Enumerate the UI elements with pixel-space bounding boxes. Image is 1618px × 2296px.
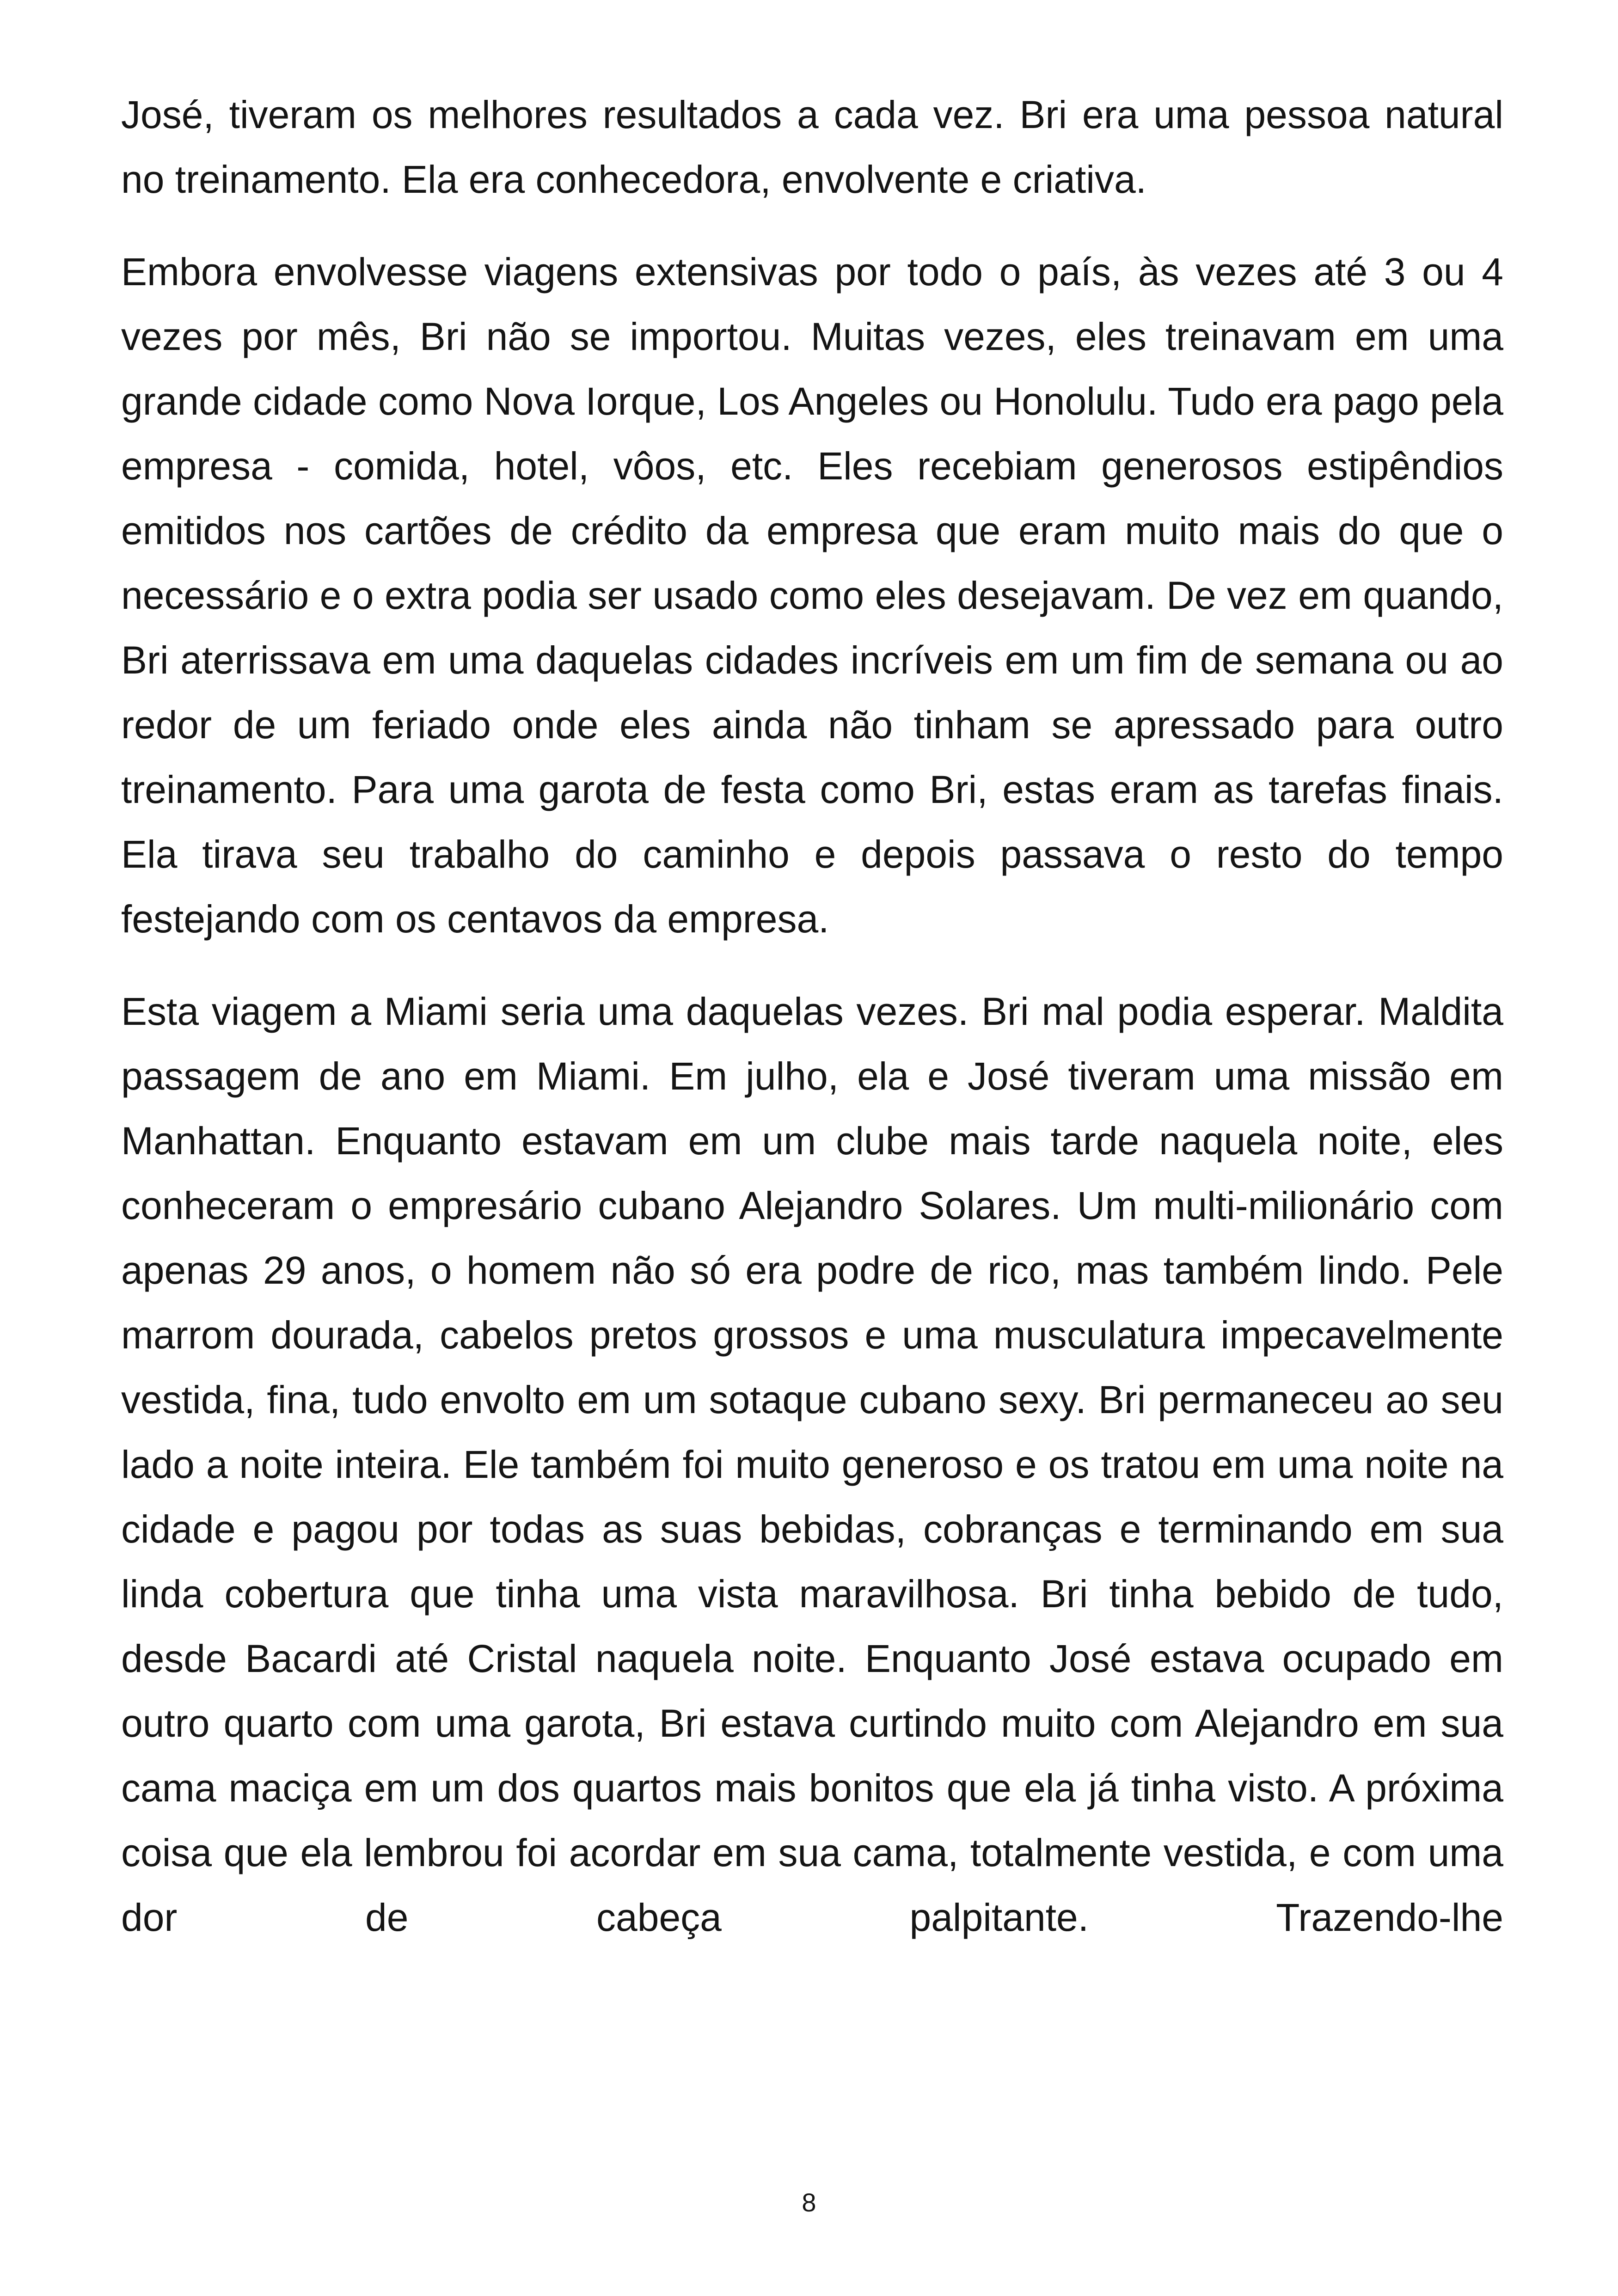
paragraph-3: Esta viagem a Miami seria uma daquelas vezes. Bri mal podia esperar. Maldita passagem de ano em Miami. Em julho, ela e José tiveram uma missão em Manhattan. Enquanto estavam em um clube mais tarde naquela noite, eles conheceram o empresário cubano Alejandro Solares. Um multi-milionário com apenas 29 anos, o homem não só era podre de rico, mas também lindo. Pele marrom dourada, cabelos pretos grossos e uma musculatura impecavelmente vestida, fina, tudo envolto em um sotaque cubano sexy. Bri permaneceu ao seu lado a noite inteira. Ele também foi muito generoso e os tratou em uma noite na cidade e pagou por todas as suas bebidas, cobranças e terminando em sua linda cobertura que tinha uma vista maravilhosa. Bri tinha bebido de tudo, desde Bacardi até Cristal naquela noite. Enquanto José estava ocupado em outro quarto com uma garota, Bri estava curtindo muito com Alejandro em sua cama maciça em um dos quartos mais bonitos que ela já tinha visto. A próxima coisa que ela lembrou foi acordar em sua cama, totalmente vestida, e com uma dor de cabeça palpitante. Trazendo-lhe — [121, 990, 1503, 1939]
paragraph-1: José, tiveram os melhores resultados a cada vez. Bri era uma pessoa natural no treinamento. Ela era conhecedora, envolvente e criativa. — [121, 93, 1503, 201]
body-text — [121, 82, 1503, 1950]
paragraph-2: Embora envolvesse viagens extensivas por todo o país, às vezes até 3 ou 4 vezes por mês, Bri não se importou. Muitas vezes, eles treinavam em uma grande cidade como Nova Iorque, Los Angeles ou Honolulu. Tudo era pago pela empresa - comida, hotel, vôos, etc. Eles recebiam generosos estipêndios emitidos nos cartões de crédito da empresa que eram muito mais do que o necessário e o extra podia ser usado como eles desejavam. De vez em quando, Bri aterrissava em uma daquelas cidades incríveis em um fim de semana ou ao redor de um feriado onde eles ainda não tinham se apressado para outro treinamento. Para uma garota de festa como Bri, estas eram as tarefas finais. Ela tirava seu trabalho do caminho e depois passava o resto do tempo festejando com os centavos da empresa. — [121, 250, 1503, 941]
page-number: 8 — [802, 2188, 816, 2217]
